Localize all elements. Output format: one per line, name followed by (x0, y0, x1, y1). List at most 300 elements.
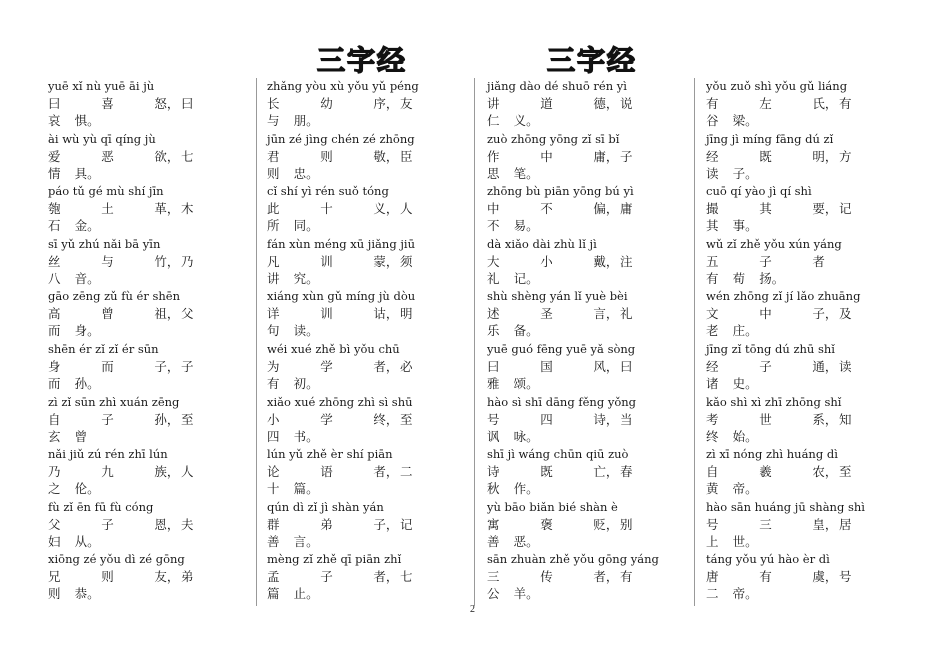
hanzi-char: 上 (706, 533, 719, 549)
hanzi-char: 考 (706, 411, 719, 427)
spacer (294, 568, 321, 585)
verse-stanza (487, 551, 697, 604)
hanzi-char: 乃 (180, 253, 194, 269)
hanzi-char: 则 (320, 148, 333, 164)
spacer (567, 568, 594, 585)
hanzi-char: 情 (48, 165, 61, 181)
hanzi-char: 曾 (74, 428, 88, 444)
hanzi-char: 及 (838, 306, 852, 322)
hanzi-char: 有 (706, 270, 719, 286)
hanzi-char: 号 (838, 569, 852, 585)
pinyin-line: cuō qí yào jì qí shì (706, 184, 812, 199)
spacer (786, 411, 813, 428)
hanzi-line (267, 358, 427, 392)
hanzi-char: 究。 (293, 270, 319, 286)
page-number: 2 (470, 604, 475, 615)
verse-stanza (706, 341, 916, 394)
spacer (514, 358, 541, 375)
hanzi-line (487, 95, 647, 129)
hanzi-char: 礼 (487, 270, 500, 286)
spacer (75, 148, 102, 165)
hanzi-char: 知 (838, 411, 852, 427)
hanzi-char: 九 (101, 464, 114, 480)
spacer (733, 411, 760, 428)
hanzi-char: 黄 (706, 481, 719, 497)
hanzi-char: 具。 (74, 165, 100, 181)
pinyin-line: shī jì wáng chūn qiū zuò (487, 447, 629, 462)
hanzi-char: 诸 (706, 375, 719, 391)
verse-stanza (267, 131, 477, 184)
page-title-left: 三字经 (316, 44, 407, 77)
hanzi-char: 终， (373, 411, 399, 427)
hanzi-char: 讲 (487, 96, 500, 111)
hanzi-char: 帝。 (732, 586, 758, 602)
hanzi-char: 十 (267, 481, 280, 497)
hanzi-char: 夫 (180, 516, 194, 532)
spacer (567, 95, 594, 112)
hanzi-char: 而 (48, 375, 61, 391)
hanzi-char: 孟 (267, 569, 280, 585)
hanzi-char: 子 (759, 253, 772, 269)
hanzi-char: 书。 (293, 428, 319, 444)
hanzi-char: 扬。 (759, 270, 785, 286)
hanzi-char: 至 (838, 464, 852, 480)
hanzi-char: 学 (320, 358, 333, 374)
hanzi-char: 老 (706, 323, 719, 339)
hanzi-char: 子 (101, 411, 114, 427)
hanzi-char: 小 (540, 253, 553, 269)
hanzi-char: 雅 (487, 375, 500, 391)
hanzi-char: 子， (154, 358, 180, 374)
hanzi-char: 帝。 (732, 481, 758, 497)
hanzi-line (487, 516, 647, 550)
hanzi-line (267, 463, 427, 497)
hanzi-char: 友 (399, 96, 413, 111)
verse-stanza (48, 131, 258, 184)
spacer (294, 411, 321, 428)
hanzi-line (487, 253, 647, 287)
verse-stanza (48, 78, 258, 131)
verse-stanza (48, 288, 258, 341)
pinyin-line: mèng zǐ zhě qī piān zhǐ (267, 552, 402, 567)
spacer (75, 568, 102, 585)
spacer (514, 463, 541, 480)
hanzi-char: 有 (706, 96, 719, 111)
hanzi-char: 训 (320, 253, 333, 269)
hanzi-char: 号 (487, 411, 500, 427)
hanzi-char: 易。 (513, 218, 539, 234)
pinyin-line: jīng jì míng fāng dú zǐ (706, 131, 834, 146)
hanzi-char: 三 (487, 569, 500, 585)
hanzi-char: 小 (267, 411, 280, 427)
pinyin-line: ài wù yù qī qíng jù (48, 131, 156, 146)
spacer (786, 253, 813, 270)
hanzi-char: 史。 (732, 375, 758, 391)
hanzi-char: 必 (399, 358, 413, 374)
verse-stanza (487, 446, 697, 499)
pinyin-line: jūn zé jìng chén zé zhōng (267, 131, 415, 146)
spacer (514, 253, 541, 270)
spacer (567, 200, 594, 217)
hanzi-char: 恶 (101, 148, 114, 164)
hanzi-char: 子 (759, 358, 772, 374)
verse-stanza (706, 288, 916, 341)
spacer (733, 95, 760, 112)
spacer (733, 568, 760, 585)
spacer (128, 305, 155, 322)
pinyin-line: nǎi jiǔ zú rén zhī lún (48, 447, 168, 462)
hanzi-line (48, 95, 208, 129)
hanzi-line (267, 411, 427, 445)
pinyin-line: hào sì shī dāng fěng yǒng (487, 394, 637, 409)
hanzi-char: 四 (540, 411, 553, 427)
hanzi-char: 终 (706, 428, 719, 444)
hanzi-char: 左 (759, 96, 772, 111)
hanzi-char: 讲 (267, 270, 280, 286)
spacer (128, 253, 155, 270)
hanzi-char: 伦。 (74, 481, 100, 497)
hanzi-char: 则 (267, 165, 280, 181)
spacer (514, 516, 541, 533)
hanzi-char: 七 (180, 148, 194, 164)
hanzi-char: 自 (706, 464, 719, 480)
hanzi-char: 哀 (48, 113, 61, 128)
hanzi-char: 虞， (812, 569, 838, 585)
hanzi-char: 戴， (593, 253, 619, 269)
verse-stanza (267, 394, 477, 447)
hanzi-char: 乐 (487, 323, 500, 339)
hanzi-char: 长 (267, 96, 280, 111)
spacer (514, 411, 541, 428)
hanzi-char: 四 (267, 428, 280, 444)
hanzi-char: 说 (619, 96, 633, 111)
pinyin-line: hào sān huáng jū shàng shì (706, 499, 865, 514)
hanzi-char: 言， (593, 306, 619, 322)
hanzi-char: 三 (759, 516, 772, 532)
hanzi-char: 怒， (154, 96, 180, 111)
verse-stanza (487, 183, 697, 236)
spacer (347, 95, 374, 112)
hanzi-char: 方 (838, 148, 852, 164)
verse-stanza (487, 341, 697, 394)
hanzi-line (48, 305, 208, 339)
hanzi-char: 与 (267, 113, 280, 128)
pinyin-line: jīng zǐ tōng dú zhū shǐ (706, 341, 835, 356)
hanzi-char: 世 (759, 411, 772, 427)
spacer (567, 411, 594, 428)
spacer (567, 253, 594, 270)
spacer (128, 358, 155, 375)
spacer (128, 411, 155, 428)
hanzi-char: 庄。 (732, 323, 758, 339)
hanzi-char: 群 (267, 516, 280, 532)
hanzi-char: 妇 (48, 533, 61, 549)
hanzi-char: 十 (320, 201, 333, 217)
hanzi-char: 氏， (812, 96, 838, 111)
hanzi-char: 读 (838, 358, 852, 374)
pinyin-line: yǒu zuǒ shì yǒu gǔ liáng (706, 79, 848, 93)
hanzi-char: 庸， (593, 148, 619, 164)
spacer (786, 516, 813, 533)
pinyin-line: zhōng bù piān yōng bú yì (487, 184, 634, 199)
pinyin-line: sān zhuàn zhě yǒu gōng yáng (487, 552, 659, 567)
hanzi-char: 中 (487, 201, 500, 217)
hanzi-line (267, 253, 427, 287)
hanzi-char: 经 (706, 148, 719, 164)
hanzi-char: 皇， (812, 516, 838, 532)
hanzi-char: 风， (593, 358, 619, 374)
hanzi-char: 而 (48, 323, 61, 339)
verse-stanza (267, 551, 477, 604)
spacer (294, 95, 321, 112)
hanzi-char: 二 (706, 586, 719, 602)
hanzi-char: 寓 (487, 516, 500, 532)
hanzi-char: 通， (812, 358, 838, 374)
hanzi-char: 子， (812, 306, 838, 322)
pinyin-line: jiǎng dào dé shuō rén yì (487, 79, 627, 93)
spacer (75, 95, 102, 112)
hanzi-char: 者 (812, 253, 825, 269)
hanzi-line (48, 253, 208, 287)
spacer (294, 253, 321, 270)
verse-stanza (267, 78, 477, 131)
hanzi-line (267, 568, 427, 602)
spacer (733, 148, 760, 165)
hanzi-char: 从。 (74, 533, 100, 549)
spacer (347, 305, 374, 322)
hanzi-line (706, 568, 866, 602)
pinyin-line: fán xùn méng xū jiǎng jiū (267, 236, 415, 251)
hanzi-char: 人 (399, 201, 413, 217)
text-column-3 (487, 78, 697, 604)
hanzi-char: 者， (373, 358, 399, 374)
hanzi-line (706, 253, 866, 287)
hanzi-char: 记。 (513, 270, 539, 286)
hanzi-char: 兄 (48, 569, 61, 585)
spacer (567, 463, 594, 480)
spacer (786, 358, 813, 375)
hanzi-char: 亡， (593, 464, 619, 480)
hanzi-line (487, 358, 647, 392)
hanzi-char: 读。 (293, 323, 319, 339)
verse-stanza (487, 394, 697, 447)
hanzi-char: 谷 (706, 113, 719, 128)
spacer (567, 516, 594, 533)
spacer (75, 411, 102, 428)
hanzi-char: 恩， (154, 516, 180, 532)
hanzi-char: 唐 (706, 569, 719, 585)
verse-stanza (487, 131, 697, 184)
hanzi-char: 褒 (540, 516, 553, 532)
hanzi-char: 子 (619, 148, 633, 164)
hanzi-char: 庸 (619, 201, 633, 217)
hanzi-char: 德， (593, 96, 619, 111)
verse-stanza (48, 394, 258, 447)
verse-stanza (706, 551, 916, 604)
hanzi-char: 世。 (732, 533, 758, 549)
hanzi-char: 善 (487, 533, 500, 549)
hanzi-char: 曰 (180, 96, 194, 111)
spacer (786, 95, 813, 112)
pinyin-line: fù zǐ ēn fū fù cóng (48, 499, 154, 514)
hanzi-char: 石 (48, 218, 61, 234)
hanzi-char: 自 (48, 411, 61, 427)
hanzi-char: 公 (487, 586, 500, 602)
pinyin-line: kǎo shì xì zhī zhōng shǐ (706, 394, 842, 409)
pinyin-line: dà xiǎo dài zhù lǐ jì (487, 236, 597, 251)
hanzi-char: 父 (180, 306, 194, 322)
hanzi-line (487, 568, 647, 602)
hanzi-char: 大 (487, 253, 500, 269)
spacer (294, 305, 321, 322)
pinyin-line: yuē xǐ nù yuē āi jù (48, 79, 155, 93)
spacer (128, 568, 155, 585)
spacer (733, 516, 760, 533)
hanzi-line (267, 516, 427, 550)
hanzi-line (48, 358, 208, 392)
pinyin-line: shēn ér zǐ zǐ ér sūn (48, 341, 159, 356)
hanzi-char: 义。 (513, 113, 539, 128)
spacer (786, 200, 813, 217)
hanzi-char: 玄 (48, 428, 61, 444)
hanzi-char: 子 (180, 358, 194, 374)
hanzi-char: 中 (540, 148, 553, 164)
spacer (347, 516, 374, 533)
hanzi-char: 蒙， (373, 253, 399, 269)
hanzi-char: 诂， (373, 306, 399, 322)
spacer (75, 200, 102, 217)
hanzi-line (487, 148, 647, 182)
verse-stanza (706, 236, 916, 289)
verse-stanza (267, 236, 477, 289)
hanzi-char: 喜 (101, 96, 114, 111)
hanzi-char: 其 (759, 201, 772, 217)
pinyin-line: wǔ zǐ zhě yǒu xún yáng (706, 236, 842, 251)
hanzi-char: 注 (619, 253, 633, 269)
text-column-1 (48, 78, 258, 604)
hanzi-char: 既 (759, 148, 772, 164)
spacer (839, 253, 866, 270)
spacer (75, 516, 102, 533)
hanzi-char: 别 (619, 516, 633, 532)
hanzi-char: 与 (101, 253, 114, 269)
spacer (347, 253, 374, 270)
hanzi-char: 有 (619, 569, 633, 585)
hanzi-char: 欲， (154, 148, 180, 164)
hanzi-char: 读 (706, 165, 719, 181)
hanzi-char: 篇。 (293, 481, 319, 497)
hanzi-char: 弟 (180, 569, 194, 585)
hanzi-char: 作。 (513, 481, 539, 497)
hanzi-line (267, 95, 427, 129)
spacer (514, 148, 541, 165)
hanzi-line (706, 516, 866, 550)
verse-stanza (487, 78, 697, 131)
hanzi-char: 为 (267, 358, 280, 374)
hanzi-char: 不 (487, 218, 500, 234)
verse-stanza (487, 288, 697, 341)
hanzi-char: 句 (267, 323, 280, 339)
verse-stanza (267, 499, 477, 552)
hanzi-line (706, 148, 866, 182)
hanzi-char: 不 (540, 201, 553, 217)
hanzi-char: 作 (487, 148, 500, 164)
hanzi-char: 明 (399, 306, 413, 322)
hanzi-char: 曾 (101, 306, 114, 322)
spacer (567, 148, 594, 165)
pinyin-line: zì xī nóng zhì huáng dì (706, 447, 838, 462)
hanzi-char: 祖， (154, 306, 180, 322)
hanzi-char: 善 (267, 533, 280, 549)
spacer (567, 305, 594, 322)
hanzi-char: 论 (267, 464, 280, 480)
spacer (294, 200, 321, 217)
hanzi-char: 恭。 (74, 586, 100, 602)
hanzi-char: 学 (320, 411, 333, 427)
hanzi-char: 详 (267, 306, 280, 322)
hanzi-char: 思 (487, 165, 500, 181)
hanzi-char: 者， (593, 569, 619, 585)
pinyin-line: lún yǔ zhě èr shí piān (267, 447, 393, 462)
hanzi-char: 弟 (320, 516, 333, 532)
hanzi-char: 有 (267, 375, 280, 391)
spacer (347, 358, 374, 375)
hanzi-char: 族， (154, 464, 180, 480)
verse-stanza (48, 341, 258, 394)
pinyin-line: xiōng zé yǒu dì zé gōng (48, 552, 185, 567)
pinyin-line: zì zǐ sūn zhì xuán zēng (48, 394, 180, 409)
hanzi-line (48, 463, 208, 497)
hanzi-char: 训 (320, 306, 333, 322)
pinyin-line: wéi xué zhě bì yǒu chū (267, 341, 400, 356)
hanzi-char: 事。 (732, 218, 758, 234)
spacer (567, 358, 594, 375)
verse-stanza (706, 78, 916, 131)
spacer (294, 358, 321, 375)
hanzi-char: 凡 (267, 253, 280, 269)
spacer (294, 463, 321, 480)
verse-stanza (48, 236, 258, 289)
verse-stanza (487, 499, 697, 552)
hanzi-char: 二 (399, 464, 413, 480)
hanzi-char: 系， (812, 411, 838, 427)
spacer (75, 305, 102, 322)
hanzi-line (487, 463, 647, 497)
hanzi-char: 爱 (48, 148, 61, 164)
hanzi-char: 贬， (593, 516, 619, 532)
pinyin-line: yuē guó fēng yuē yǎ sòng (487, 341, 636, 356)
hanzi-char: 诗， (593, 411, 619, 427)
hanzi-char: 身。 (74, 323, 100, 339)
verse-stanza (48, 446, 258, 499)
verse-stanza (267, 446, 477, 499)
hanzi-char: 木 (180, 201, 194, 217)
hanzi-char: 子。 (732, 165, 758, 181)
pinyin-line: gāo zēng zǔ fù ér shēn (48, 289, 181, 304)
hanzi-char: 子 (320, 569, 333, 585)
hanzi-char: 备。 (513, 323, 539, 339)
hanzi-line (48, 200, 208, 234)
verse-stanza (487, 236, 697, 289)
hanzi-char: 则 (101, 569, 114, 585)
hanzi-char: 土 (101, 201, 114, 217)
hanzi-char: 其 (706, 218, 719, 234)
hanzi-char: 圣 (540, 306, 553, 322)
pinyin-line: páo tǔ gé mù shí jīn (48, 184, 164, 199)
hanzi-line (487, 305, 647, 339)
spacer (733, 358, 760, 375)
hanzi-line (706, 411, 866, 445)
